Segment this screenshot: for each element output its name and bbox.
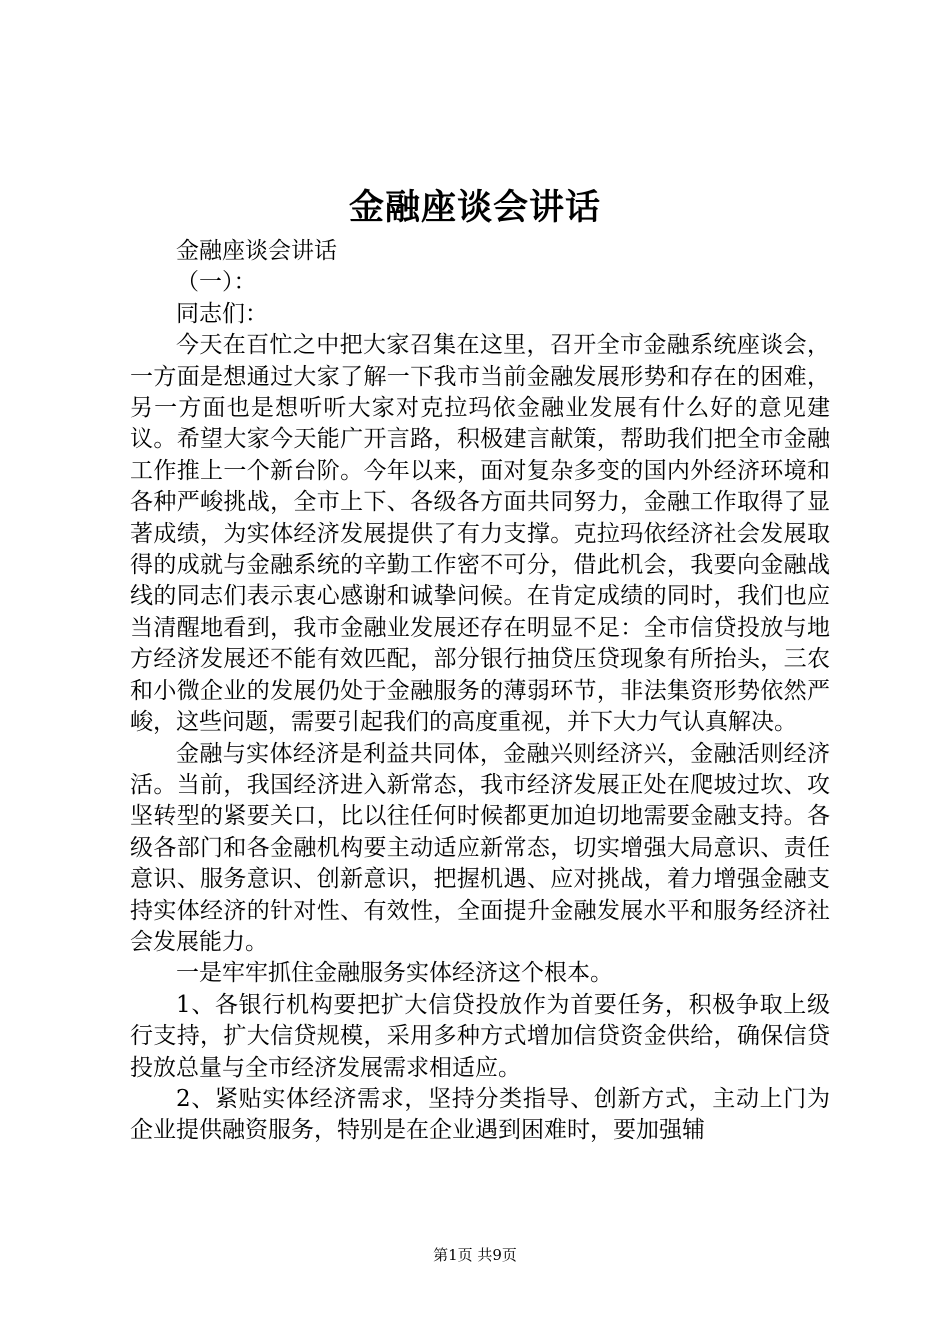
paragraph-list-item: 1、各银行机构要把扩大信贷投放作为首要任务，积极争取上级行支持，扩大信贷规模，采用多种方式增加信贷资金供给，确保信贷投放总量与全市经济发展需求相适应。 [130,991,830,1081]
paragraph-body: 今天在百忙之中把大家召集在这里，召开全市金融系统座谈会，一方面是想通过大家了解一下我市当前金融发展形势和存在的困难，另一方面也是想听听大家对克拉玛依金融业发展有什么好的意见建议。希望大家今天能广开言路，积极建言献策，帮助我们把全市金融工作推上一个新台阶。今年以来，面对复杂多变的国内外经济环境和各种严峻挑战，全市上下、各级各方面共同努力，金融工作取得了显著成绩，为实体经济发展提供了有力支撑。克拉玛依经济社会发展取得的成就与金融系统的辛勤工作密不可分，借此机会，我要向金融战线的同志们表示衷心感谢和诚挚问候。在肯定成绩的同时，我们也应当清醒地看到，我市金融业发展还存在明显不足：全市信贷投放与地方经济发展还不能有效匹配，部分银行抽贷压贷现象有所抬头，三农和小微企业的发展仍处于金融服务的薄弱环节，非法集资形势依然严峻，这些问题，需要引起我们的高度重视，并下大力气认真解决。 [130,332,830,736]
paragraph-section-marker: （一）： [176,269,257,296]
document-body [130,236,830,1147]
page-footer: 第1页 共9页 [433,1246,517,1264]
document-title: 金融座谈会讲话 [348,187,601,228]
paragraph-body: 金融与实体经济是利益共同体，金融兴则经济兴，金融活则经济活。当前，我国经济进入新常态，我市经济发展正处在爬坡过坎、攻坚转型的紧要关口，比以往任何时候都更加迫切地需要金融支持。各级各部门和各金融机构要主动适应新常态，切实增强大局意识、责任意识、服务意识、创新意识，把握机遇、应对挑战，着力增强金融支持实体经济的针对性、有效性，全面提升金融发展水平和服务经济社会发展能力。 [130,740,830,955]
paragraph-subtitle: 金融座谈会讲话 [176,238,337,264]
paragraph-list-item: 2、紧贴实体经济需求，坚持分类指导、创新方式，主动上门为企业提供融资服务，特别是在企业遇到困难时，要加强辅 [130,1085,830,1144]
paragraph-heading: 一是牢牢抓住金融服务实体经济这个根本。 [176,960,613,987]
paragraph-salutation: 同志们： [176,300,268,327]
